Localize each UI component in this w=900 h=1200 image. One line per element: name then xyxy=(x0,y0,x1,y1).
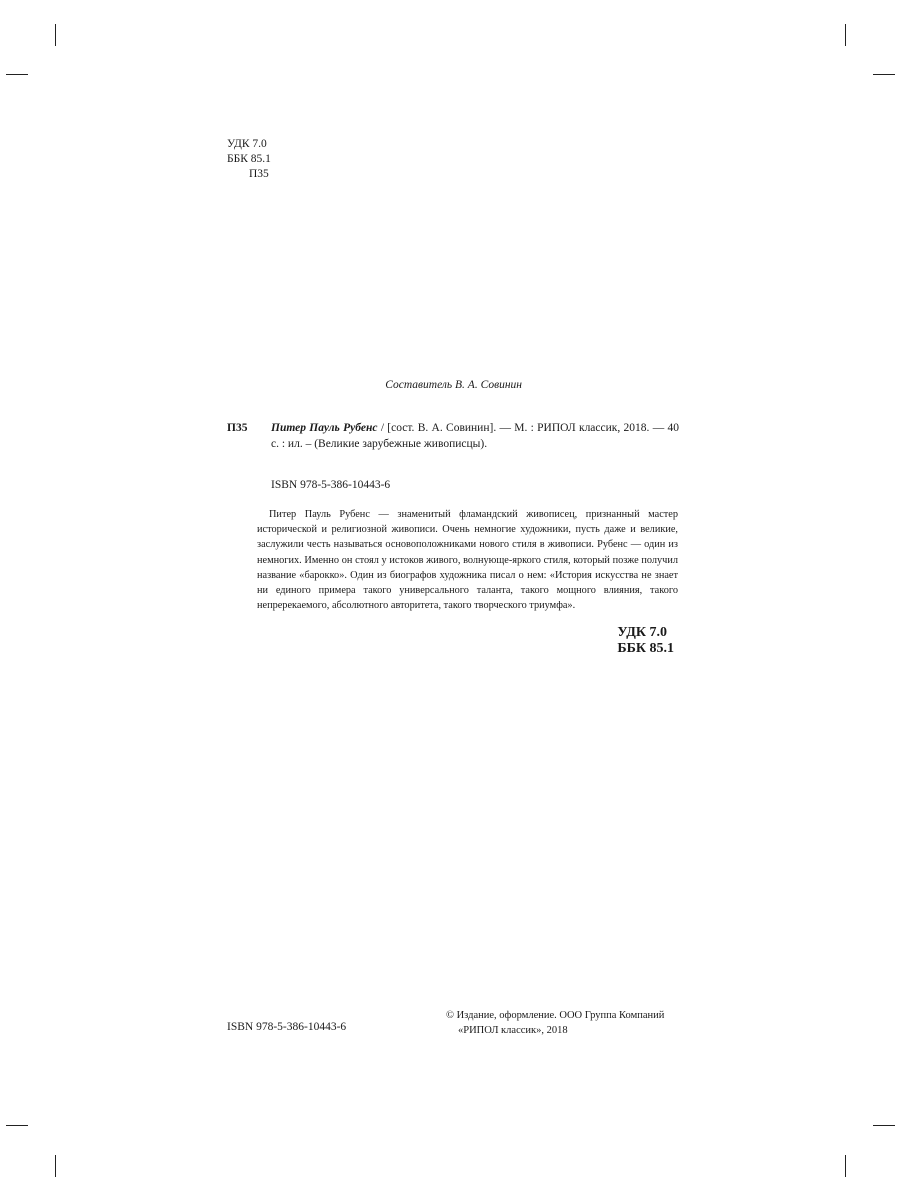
crop-mark-top-left-vertical xyxy=(55,24,56,46)
record-title: Питер Пауль Рубенс xyxy=(271,422,378,434)
udk-code: УДК 7.0 xyxy=(227,138,267,150)
crop-mark-top-right-horizontal xyxy=(873,74,895,75)
record-details: / [сост. В. А. Совинин]. — М. : РИПОЛ классик, 2018. — 40 с. : ил. – (Великие зарубежные живописцы). xyxy=(271,422,679,450)
copyright-line-2: «РИПОЛ классик», 2018 xyxy=(458,1025,568,1036)
crop-mark-top-right-vertical xyxy=(845,24,846,46)
crop-mark-bottom-right-horizontal xyxy=(873,1125,895,1126)
crop-mark-bottom-left-horizontal xyxy=(6,1125,28,1126)
bbk-code: ББК 85.1 xyxy=(227,153,271,165)
record-body xyxy=(227,420,679,452)
author-mark: П35 xyxy=(249,168,269,180)
compiler-line: Составитель В. А. Совинин xyxy=(385,379,522,391)
bbk-bold: ББК 85.1 xyxy=(617,641,674,656)
annotation-paragraph: Питер Пауль Рубенс — знаменитый фламандский живописец, признанный мастер исторической и религиозной живописи. Очень немногие художники, пусть даже и великие, заслужили честь называться основоположниками нового стиля в живописи. Рубенс — один из немногих. Именно он стоял у истоков живого, волнующе-яркого стиля, который позже получил название «барокко». Один из биографов художника писал о нем: «История искусства не знает ни единого примера такого универсального таланта, такого мощного влияния, такого непререкаемого, абсолютного авторитета, такого творческого триумфа». xyxy=(257,509,678,612)
udk-bold: УДК 7.0 xyxy=(617,625,667,640)
crop-mark-top-left-horizontal xyxy=(6,74,28,75)
isbn-footer: ISBN 978-5-386-10443-6 xyxy=(227,1021,347,1033)
classification-codes xyxy=(227,137,271,182)
copyright-line-1: © Издание, оформление. ООО Группа Компаний xyxy=(446,1010,665,1021)
record-code: П35 xyxy=(227,422,248,434)
isbn-main: ISBN 978-5-386-10443-6 xyxy=(271,479,391,491)
crop-mark-bottom-right-vertical xyxy=(845,1155,846,1177)
bibliographic-record xyxy=(227,420,679,452)
copyright-notice xyxy=(446,1008,664,1038)
crop-mark-bottom-left-vertical xyxy=(55,1155,56,1177)
classification-bold xyxy=(617,625,674,657)
